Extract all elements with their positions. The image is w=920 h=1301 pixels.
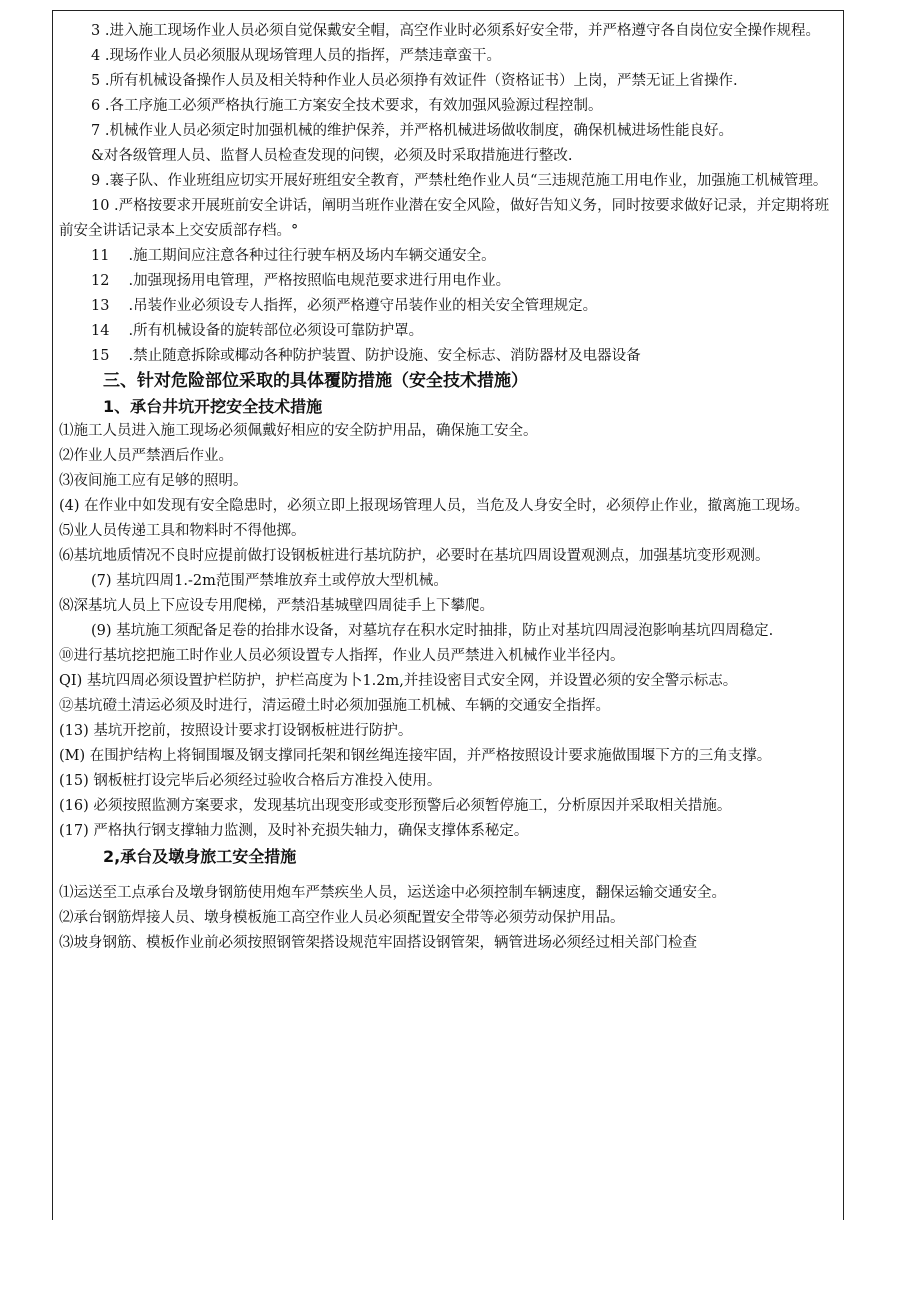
- list-item: ⑴施工人员进入施工现场必须佩戴好相应的安全防护用品，确保施工安全。: [59, 423, 538, 439]
- list-item: ⑸业人员传递工具和物料时不得他掷。: [59, 523, 306, 539]
- list-item: (7) 基坑四周1.-2m范围严禁堆放弃土或停放大型机械。: [91, 573, 448, 589]
- subsection-1-heading: 1、承台井坑开挖安全技术措施: [103, 397, 323, 416]
- list-item: (M) 在围护结构上将铜围堰及钢支撑同托架和钢丝绳连接牢固，并严格按照设计要求施做围堰下方的三角支撑。: [59, 748, 772, 764]
- subsection-2-heading: 2,承台及墩身旅工安全措施: [103, 847, 297, 866]
- list-item: 14 .所有机械设备的旋转部位必须设可靠防护罩。: [91, 323, 424, 339]
- list-item: QI) 基坑四周必须设置护栏防护，护栏高度为卜1.2m,并挂设密目式安全网，并设置必须的安全警示标志。: [59, 673, 738, 689]
- list-item: (16) 必须按照监测方案要求，发现基坑出现变形或变形预警后必须暂停施工，分析原因并采取相关措施。: [59, 798, 732, 814]
- list-item: 13 .吊装作业必须设专人指挥，必须严格遵守吊装作业的相关安全管理规定。: [91, 298, 598, 314]
- list-item: 4 .现场作业人员必须服从现场管理人员的指挥，严禁违章蛮干。: [91, 48, 501, 64]
- list-item: ⑻深基坑人员上下应设专用爬梯，严禁沿基城壁四周徒手上下攀爬。: [59, 598, 494, 614]
- list-item: 7 .机械作业人员必须定时加强机械的维护保养，并严格机械进场做收制度，确保机械进场性能良好。: [91, 123, 733, 139]
- document-content: [59, 19, 837, 956]
- spacer: [59, 869, 837, 881]
- list-item: 3 .进入施工现场作业人员必须自觉保戴安全帽，高空作业时必须系好安全带，并严格遵守各自岗位安全操作规程。: [91, 23, 820, 39]
- list-item: 12 .加强现扬用电管理，严格按照临电规范要求进行用电作业。: [91, 273, 511, 289]
- list-item: 6 .各工序施工必须严格执行施工方案安全技术要求，有效加强风验源过程控制。: [91, 98, 603, 114]
- list-item: &对各级管理人员、监督人员检查发现的问锲，必须及时采取措施进行整改.: [91, 148, 573, 164]
- list-item: ⑶夜间施工应有足够的照明。: [59, 473, 248, 489]
- list-item: (13) 基坑开挖前，按照设计要求打设钢板桩进行防护。: [59, 723, 413, 739]
- list-item: (9) 基坑施工须配备足卷的抬排水设备，对墓坑存在积水定时抽排，防止对基坑四周浸泡影响基坑四周稳定.: [91, 623, 774, 639]
- section-3-heading: 三、针对危险部位采取的具体覆防措施（安全技术措施）: [103, 371, 528, 391]
- list-item: (4) 在作业中如发现有安全隐患时，必须立即上报现场管理人员，当危及人身安全时，必须停止作业，撤离施工现场。: [59, 498, 810, 514]
- list-item: 9 .褰子队、作业班组应切实开展好班组安全教育，严禁杜绝作业人员“三违规范施工用电作业，加强施工机械管理。: [91, 173, 828, 189]
- list-item: 5 .所有机械设备操作人员及相关特种作业人员必须挣有效证件（资格证书）上岗，严禁无证上省操作.: [91, 73, 738, 89]
- list-item: ⑴运送至工点承台及墩身钢筋使用炮车严禁疾坐人员，运送途中必须控制车辆速度，翻保运输交通安全。: [59, 885, 726, 901]
- list-item: ⑶坡身钢筋、模板作业前必须按照钢管架搭设规范牢固搭设钢管架，辆管进场必须经过相关部门检查: [59, 935, 697, 951]
- list-item: 15 .禁止随意拆除或椰动各种防护装置、防护设施、安全标志、消防器材及电器设备: [91, 348, 641, 364]
- list-item: ⑹基坑地质情况不良时应提前做打设钢板桩进行基坑防护，必要时在基坑四周设置观测点，加强基坑变形观测。: [59, 548, 770, 564]
- list-item: (15) 钢板桩打设完毕后必须经过验收合格后方准投入使用。: [59, 773, 442, 789]
- list-item: 10 .严格按要求开展班前安全讲话，阐明当班作业潜在安全风险，做好告知义务，同时按要求做好记录，并定期将班前安全讲话记录本上交安质部存档。°: [59, 198, 830, 239]
- list-item: 11 .施工期间应注意各种过往行驶车柄及场内车辆交通安全。: [91, 248, 496, 264]
- list-item: ⑵作业人员严禁酒后作业。: [59, 448, 233, 464]
- list-item: (17) 严格执行钢支撑轴力监测，及时补充损失轴力，确保支撑体系秘定。: [59, 823, 529, 839]
- list-item: ⑫基坑磴土清运必须及时进行，清运磴土时必须加强施工机械、车辆的交通安全指挥。: [59, 698, 610, 714]
- document-table-frame: [52, 10, 844, 1220]
- list-item: ⑵承台钢筋焊接人员、墩身模板施工高空作业人员必须配置安全带等必须劳动保护用品。: [59, 910, 625, 926]
- list-item: ⑩进行基坑挖把施工时作业人员必须设置专人指挥，作业人员严禁进入机械作业半径内。: [59, 648, 625, 664]
